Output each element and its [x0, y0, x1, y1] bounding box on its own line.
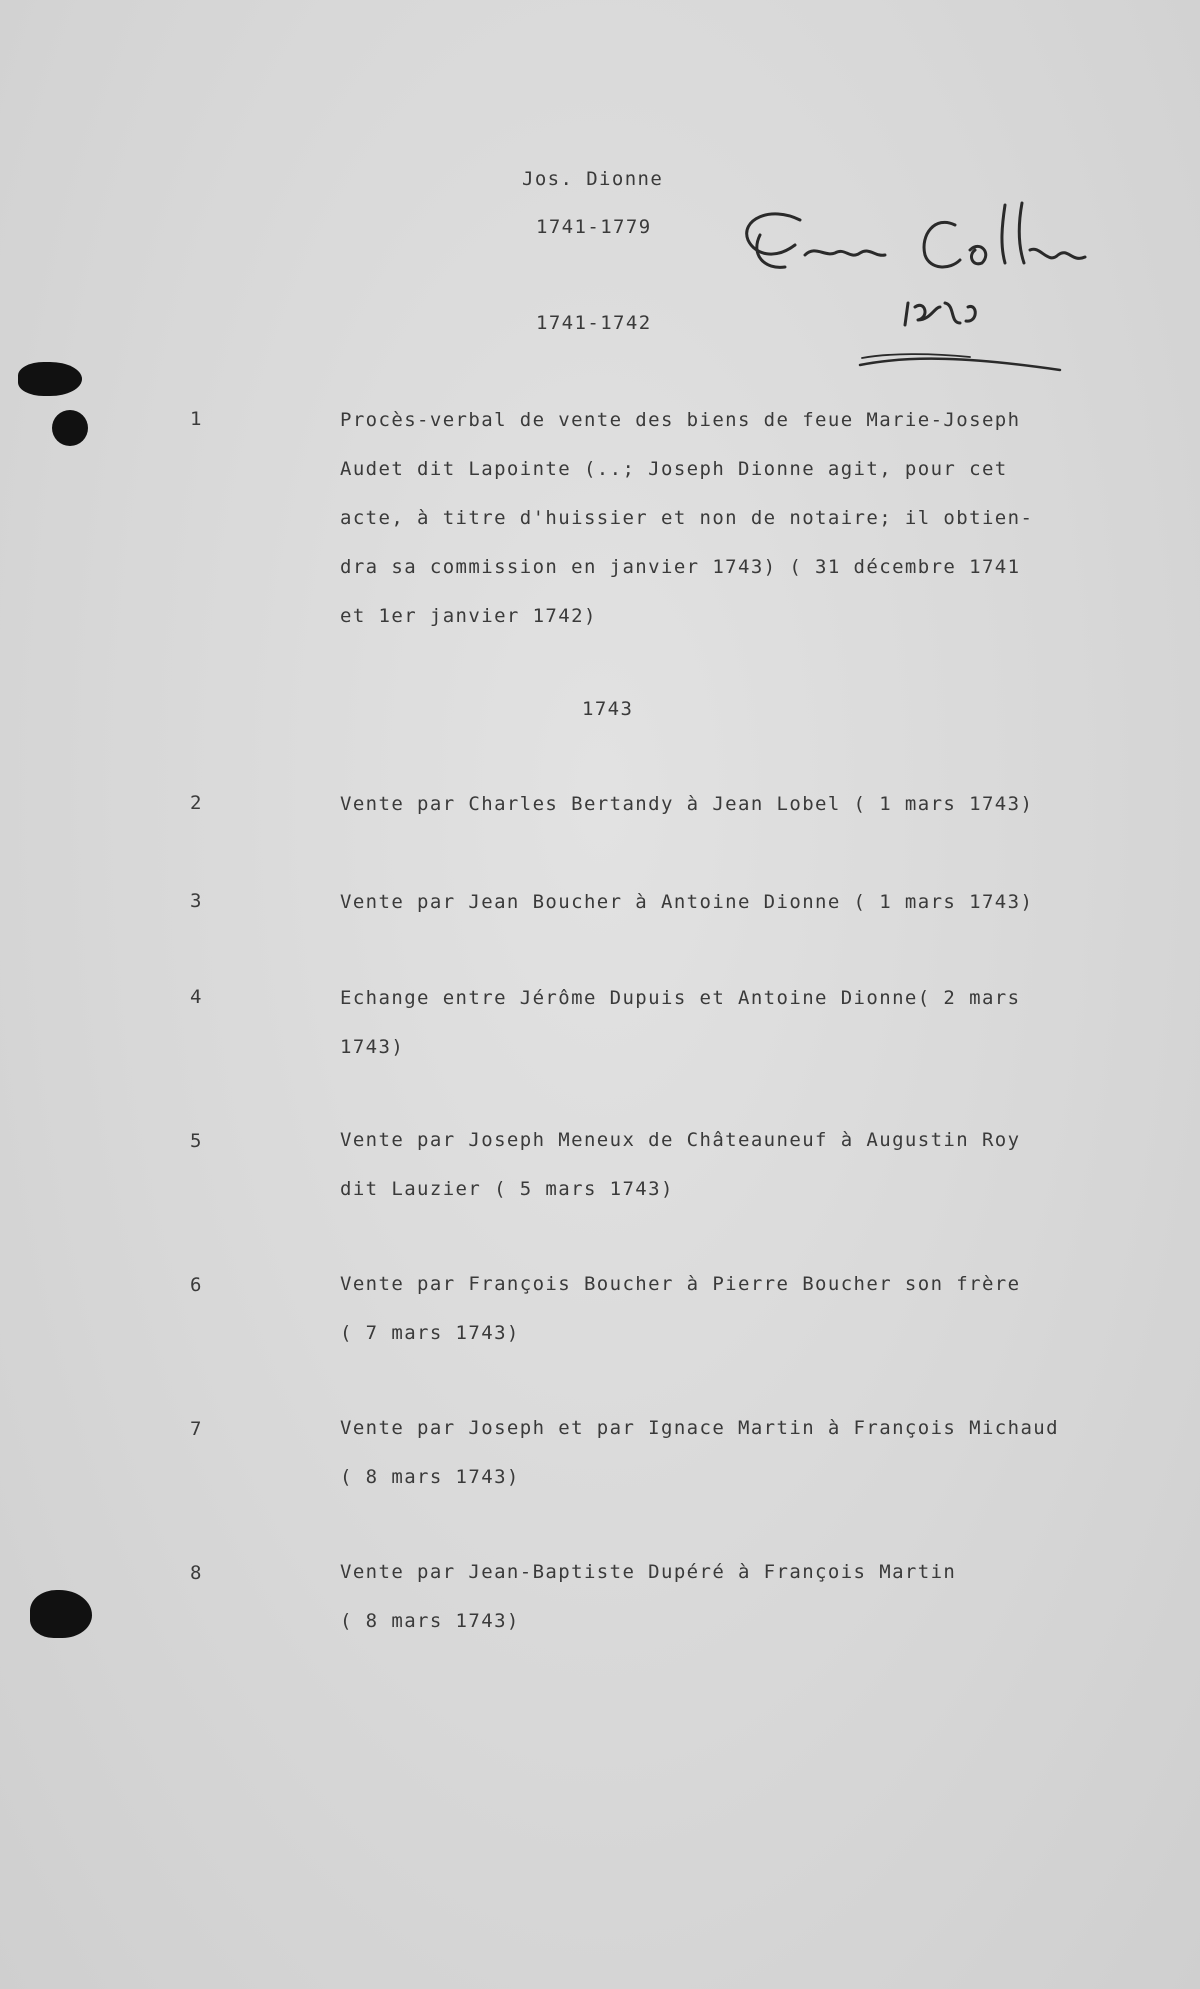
- entry-4: [340, 974, 1140, 1072]
- year-heading: 1743: [582, 698, 634, 720]
- entry-2: [340, 780, 1140, 829]
- entry-3: [340, 878, 1140, 927]
- entry-line: dit Lauzier ( 5 mars 1743): [340, 1178, 674, 1200]
- entry-8: [340, 1548, 1140, 1646]
- entry-number: 8: [190, 1562, 202, 1584]
- handwritten-signature: [730, 195, 1130, 395]
- entry-line: ( 8 mars 1743): [340, 1610, 520, 1632]
- entry-number: 2: [190, 792, 202, 814]
- entry-number: 5: [190, 1130, 202, 1152]
- entry-line: Vente par Jean Boucher à Antoine Dionne ( 1 mars 1743): [340, 891, 1034, 913]
- entry-number: 3: [190, 890, 202, 912]
- entry-1: [340, 396, 1140, 641]
- entry-5: [340, 1116, 1140, 1214]
- entry-line: acte, à titre d'huissier et non de notaire; il obtien-: [340, 507, 1034, 529]
- entry-number: 6: [190, 1274, 202, 1296]
- entry-7: [340, 1404, 1140, 1502]
- entry-line: Vente par François Boucher à Pierre Boucher son frère: [340, 1273, 1021, 1295]
- entry-line: Vente par Charles Bertandy à Jean Lobel ( 1 mars 1743): [340, 793, 1034, 815]
- author-name: Jos. Dionne: [522, 168, 664, 190]
- entry-line: 1743): [340, 1036, 405, 1058]
- author-years: 1741-1779: [536, 216, 652, 238]
- entry-line: dra sa commission en janvier 1743) ( 31 décembre 1741: [340, 556, 1021, 578]
- section-years: 1741-1742: [536, 312, 652, 334]
- entry-line: et 1er janvier 1742): [340, 605, 597, 627]
- punch-hole-top-round: [52, 410, 88, 446]
- entry-line: Audet dit Lapointe (..; Joseph Dionne agit, pour cet: [340, 458, 1008, 480]
- entry-line: ( 8 mars 1743): [340, 1466, 520, 1488]
- punch-hole-top: [18, 362, 82, 396]
- entry-number: 4: [190, 986, 202, 1008]
- entry-line: Vente par Jean-Baptiste Dupéré à François Martin: [340, 1561, 957, 1583]
- entry-line: Vente par Joseph Meneux de Châteauneuf à Augustin Roy: [340, 1129, 1021, 1151]
- entry-line: Vente par Joseph et par Ignace Martin à François Michaud: [340, 1417, 1059, 1439]
- entry-number: 1: [190, 408, 202, 430]
- entry-6: [340, 1260, 1140, 1358]
- entry-line: Procès-verbal de vente des biens de feue Marie-Joseph: [340, 409, 1021, 431]
- entry-line: ( 7 mars 1743): [340, 1322, 520, 1344]
- entry-number: 7: [190, 1418, 202, 1440]
- entry-line: Echange entre Jérôme Dupuis et Antoine Dionne( 2 mars: [340, 987, 1021, 1009]
- punch-hole-bottom: [30, 1590, 92, 1638]
